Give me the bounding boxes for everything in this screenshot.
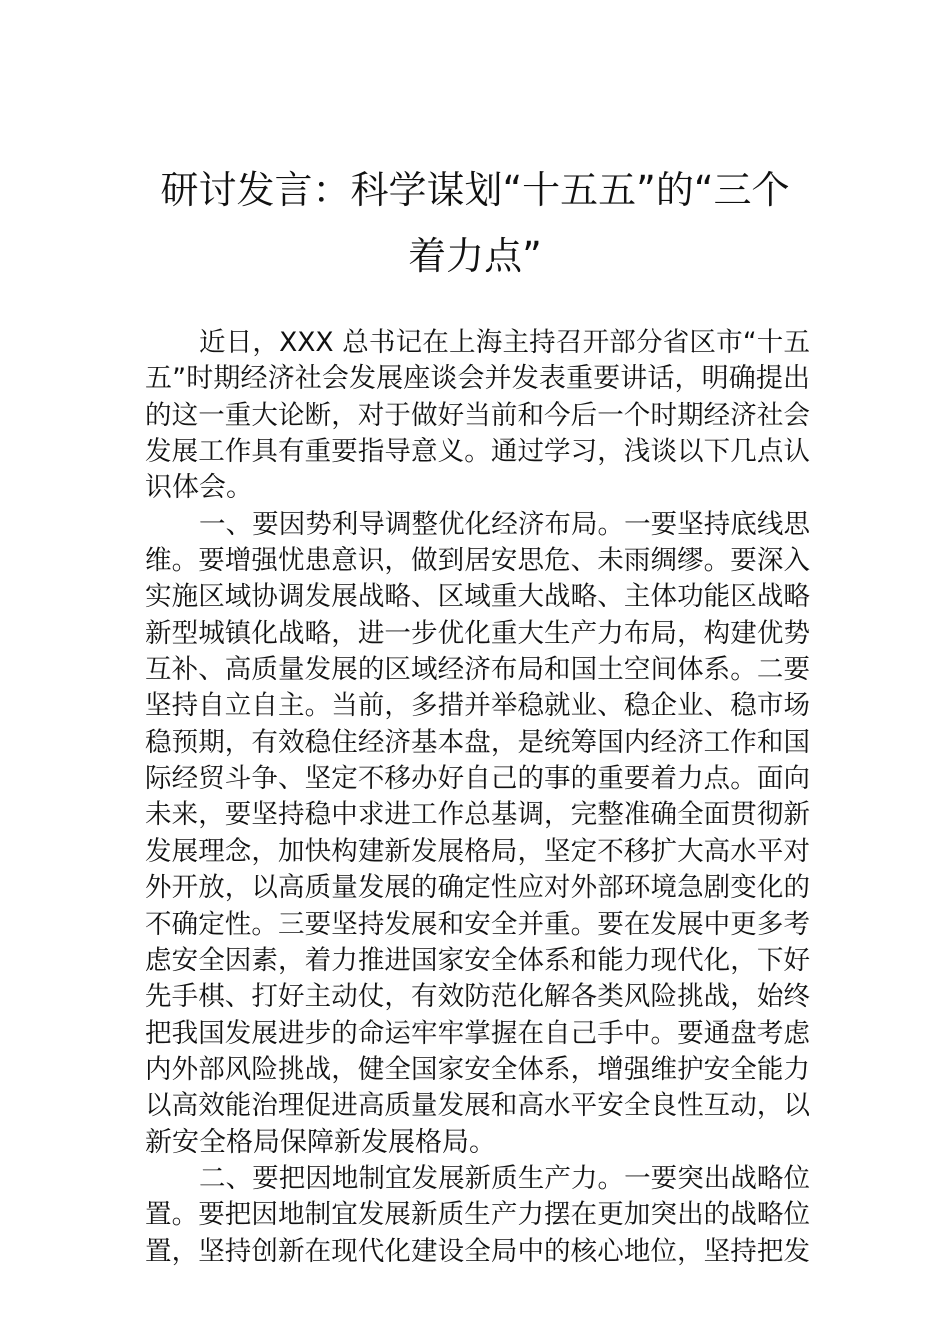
paragraph-2-line: 虑安全因素，着力推进国家安全体系和能力现代化，下好	[145, 944, 810, 976]
document-title-line-2: 着力点”	[408, 234, 542, 278]
paragraph-2-line: 外开放，以高质量发展的确定性应对外部环境急剧变化的	[145, 872, 810, 904]
paragraph-2-line: 发展理念，加快构建新发展格局，坚定不移扩大高水平对	[145, 835, 810, 867]
paragraph-2-line: 一、要因势利导调整优化经济布局。一要坚持底线思	[199, 508, 810, 540]
paragraph-2-line: 维。要增强忧患意识，做到居安思危、未雨绸缪。要深入	[145, 545, 810, 577]
paragraph-1-line: 的这一重大论断，对于做好当前和今后一个时期经济社会	[145, 399, 810, 431]
document-body	[145, 325, 810, 1270]
paragraph-3-line: 置。要把因地制宜发展新质生产力摆在更加突出的战略位	[145, 1199, 810, 1231]
paragraph-2-line: 际经贸斗争、坚定不移办好自己的事的重要着力点。面向	[145, 763, 810, 795]
paragraph-2-line: 先手棋、打好主动仗，有效防范化解各类风险挑战，始终	[145, 981, 810, 1013]
paragraph-2-line: 把我国发展进步的命运牢牢掌握在自己手中。要通盘考虑	[145, 1017, 810, 1049]
paragraph-2-line: 以高效能治理促进高质量发展和高水平安全良性互动，以	[145, 1090, 810, 1122]
paragraph-2-line: 互补、高质量发展的区域经济布局和国土空间体系。二要	[145, 654, 810, 686]
paragraph-3-line: 二、要把因地制宜发展新质生产力。一要突出战略位	[199, 1162, 810, 1194]
paragraph-1-line: 五”时期经济社会发展座谈会并发表重要讲话，明确提出	[145, 363, 810, 395]
paragraph-1-line: 识体会。	[145, 472, 253, 504]
paragraph-2-line: 不确定性。三要坚持发展和安全并重。要在发展中更多考	[145, 908, 810, 940]
paragraph-1-line: 发展工作具有重要指导意义。通过学习，浅谈以下几点认	[145, 436, 810, 468]
paragraph-2-line: 新安全格局保障新发展格局。	[145, 1126, 496, 1158]
paragraph-2-line: 稳预期，有效稳住经济基本盘，是统筹国内经济工作和国	[145, 726, 810, 758]
paragraph-2-line: 内外部风险挑战，健全国家安全体系，增强维护安全能力	[145, 1053, 810, 1085]
paragraph-2-line: 实施区域协调发展战略、区域重大战略、主体功能区战略	[145, 581, 810, 613]
paragraph-2-line: 未来，要坚持稳中求进工作总基调，完整准确全面贯彻新	[145, 799, 810, 831]
paragraph-2-line: 坚持自立自主。当前，多措并举稳就业、稳企业、稳市场	[145, 690, 810, 722]
paragraph-2-line: 新型城镇化战略，进一步优化重大生产力布局，构建优势	[145, 617, 810, 649]
paragraph-3-line: 置，坚持创新在现代化建设全局中的核心地位，坚持把发	[145, 1235, 810, 1267]
document-title-line-1: 研讨发言：科学谋划“十五五”的“三个	[160, 168, 790, 212]
paragraph-1-line: 近日，XXX 总书记在上海主持召开部分省区市“十五	[199, 327, 810, 358]
